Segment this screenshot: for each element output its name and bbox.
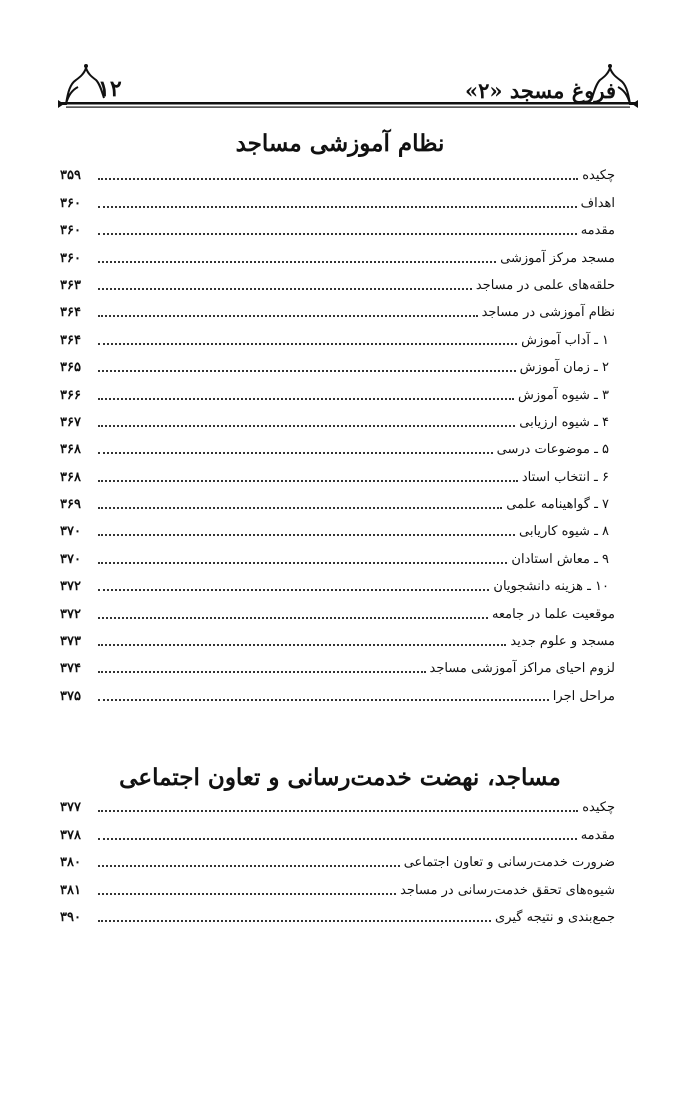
- toc-entry-page-number: ۳۸۱: [60, 882, 81, 898]
- toc-entry-page-number: ۳۶۷: [60, 414, 81, 430]
- dot-leader: [98, 644, 506, 646]
- toc-entry[interactable]: [60, 459, 615, 486]
- toc-entry-label: ۸ ـ شیوه کاریابی: [515, 523, 609, 541]
- toc-entry[interactable]: [60, 377, 615, 404]
- toc-entry[interactable]: [60, 569, 615, 596]
- toc-entry-label: اهداف: [577, 195, 615, 213]
- toc-entry-label: موقعیت علما در جامعه: [488, 606, 615, 624]
- section-title-educational-system: نظام آموزشی مساجد: [235, 130, 445, 157]
- toc-entry-label: شیوه‌های تحقق خدمت‌رسانی در مساجد: [396, 882, 615, 900]
- dot-leader: [98, 315, 478, 317]
- dot-leader: [98, 288, 472, 290]
- toc-entry[interactable]: [60, 541, 615, 568]
- toc-entry-page-number: ۳۷۷: [60, 800, 81, 816]
- toc-entry-label: ضرورت خدمت‌رسانی و تعاون اجتماعی: [400, 854, 615, 872]
- toc-entry[interactable]: [60, 405, 615, 432]
- dot-leader: [98, 178, 578, 180]
- toc-entry-page-number: ۳۸۰: [60, 855, 81, 871]
- toc-entry-page-number: ۳۶۰: [60, 223, 81, 239]
- book-title: فروغ مسجد «۲»: [464, 78, 616, 103]
- toc-entry-page-number: ۳۷۲: [60, 579, 81, 595]
- toc-entry-label: ۹ ـ معاش استادان: [507, 551, 609, 569]
- toc-entry-page-number: ۳۶۶: [60, 387, 81, 403]
- toc-entry-label: مسجد مرکز آموزشی: [496, 250, 615, 268]
- toc-entry[interactable]: [60, 514, 615, 541]
- dot-leader: [98, 370, 516, 372]
- dot-leader: [98, 671, 426, 673]
- toc-entry-page-number: ۳۹۰: [60, 909, 81, 925]
- toc-entry-page-number: ۳۷۴: [60, 661, 81, 677]
- toc-entry-label: ۱۰ ـ هزینه دانشجویان: [489, 578, 609, 596]
- dot-leader: [98, 920, 491, 922]
- toc-entry-page-number: ۳۷۸: [60, 827, 81, 843]
- toc-entry[interactable]: [60, 213, 615, 240]
- toc-entry-label: ۱ ـ آداب آموزش: [517, 332, 609, 350]
- dot-leader: [98, 206, 577, 208]
- toc-entry-label: ۶ ـ انتخاب استاد: [518, 469, 609, 487]
- dot-leader: [98, 507, 502, 509]
- dot-leader: [98, 233, 577, 235]
- dot-leader: [98, 589, 489, 591]
- toc-entry-label: چکیده: [578, 799, 615, 817]
- toc-entry-page-number: ۳۷۰: [60, 524, 81, 540]
- toc-entry-page-number: ۳۶۰: [60, 195, 81, 211]
- toc-entry[interactable]: [60, 295, 615, 322]
- dot-leader: [98, 261, 496, 263]
- toc-entry-label: ۳ ـ شیوه آموزش: [514, 387, 609, 405]
- running-header: [58, 62, 638, 114]
- dot-leader: [98, 534, 515, 536]
- toc-entry[interactable]: [60, 487, 615, 514]
- toc-entry[interactable]: [60, 817, 615, 844]
- toc-entry[interactable]: [60, 432, 615, 459]
- toc-entry-label: نظام آموزشی در مساجد: [478, 304, 615, 322]
- toc-entry[interactable]: [60, 872, 615, 899]
- toc-entry[interactable]: [60, 268, 615, 295]
- dot-leader: [98, 452, 493, 454]
- toc-entry-page-number: ۳۶۴: [60, 305, 81, 321]
- toc-entry[interactable]: [60, 185, 615, 212]
- dot-leader: [98, 838, 577, 840]
- toc-entry-label: مقدمه: [577, 222, 615, 240]
- toc-entry-page-number: ۳۶۸: [60, 442, 81, 458]
- toc-entry-page-number: ۳۷۰: [60, 551, 81, 567]
- dot-leader: [98, 480, 518, 482]
- toc-entry-label: مراحل اجرا: [549, 688, 615, 706]
- toc-entry-page-number: ۳۶۳: [60, 277, 81, 293]
- toc-entry[interactable]: [60, 240, 615, 267]
- toc-entry[interactable]: [60, 845, 615, 872]
- section-title-social-service: مساجد، نهضت خدمت‌رسانی و تعاون اجتماعی: [119, 764, 561, 791]
- toc-entry-page-number: ۳۶۹: [60, 497, 81, 513]
- toc-entry-label: مسجد و علوم جدید: [506, 633, 615, 651]
- toc-entry-label: لزوم احیای مراکز آموزشی مساجد: [426, 660, 616, 678]
- toc-entry-page-number: ۳۷۲: [60, 606, 81, 622]
- toc-list-educational-system: [60, 158, 615, 706]
- toc-entry[interactable]: [60, 900, 615, 927]
- dot-leader: [98, 562, 507, 564]
- dot-leader: [98, 699, 549, 701]
- toc-entry[interactable]: [60, 624, 615, 651]
- dot-leader: [98, 617, 488, 619]
- toc-entry-label: چکیده: [578, 167, 615, 185]
- toc-entry-label: ۷ ـ گواهینامه علمی: [502, 496, 609, 514]
- dot-leader: [98, 398, 514, 400]
- toc-list-social-service: [60, 790, 615, 927]
- dot-leader: [98, 425, 515, 427]
- toc-entry-page-number: ۳۶۴: [60, 332, 81, 348]
- toc-entry[interactable]: [60, 678, 615, 705]
- toc-entry-label: جمع‌بندی و نتیجه گیری: [491, 909, 615, 927]
- toc-entry-page-number: ۳۶۰: [60, 250, 81, 266]
- toc-entry-label: ۴ ـ شیوه ارزیابی: [515, 414, 609, 432]
- toc-entry-page-number: ۳۶۵: [60, 360, 81, 376]
- dot-leader: [98, 810, 578, 812]
- dot-leader: [98, 343, 517, 345]
- dot-leader: [98, 865, 400, 867]
- toc-entry-label: ۲ ـ زمان آموزش: [516, 359, 609, 377]
- toc-entry-page-number: ۳۷۳: [60, 634, 81, 650]
- toc-entry[interactable]: [60, 322, 615, 349]
- toc-entry-page-number: ۳۵۹: [60, 168, 81, 184]
- toc-entry[interactable]: [60, 596, 615, 623]
- toc-entry-page-number: ۳۷۵: [60, 688, 81, 704]
- toc-entry-label: حلقه‌های علمی در مساجد: [472, 277, 615, 295]
- toc-entry-page-number: ۳۶۸: [60, 469, 81, 485]
- page-number: ۱۲: [98, 76, 122, 102]
- toc-entry[interactable]: [60, 158, 615, 185]
- dot-leader: [98, 893, 396, 895]
- toc-entry[interactable]: [60, 350, 615, 377]
- toc-entry-label: ۵ ـ موضوعات درسی: [493, 441, 609, 459]
- toc-entry[interactable]: [60, 790, 615, 817]
- toc-entry-label: مقدمه: [577, 827, 615, 845]
- toc-entry[interactable]: [60, 651, 615, 678]
